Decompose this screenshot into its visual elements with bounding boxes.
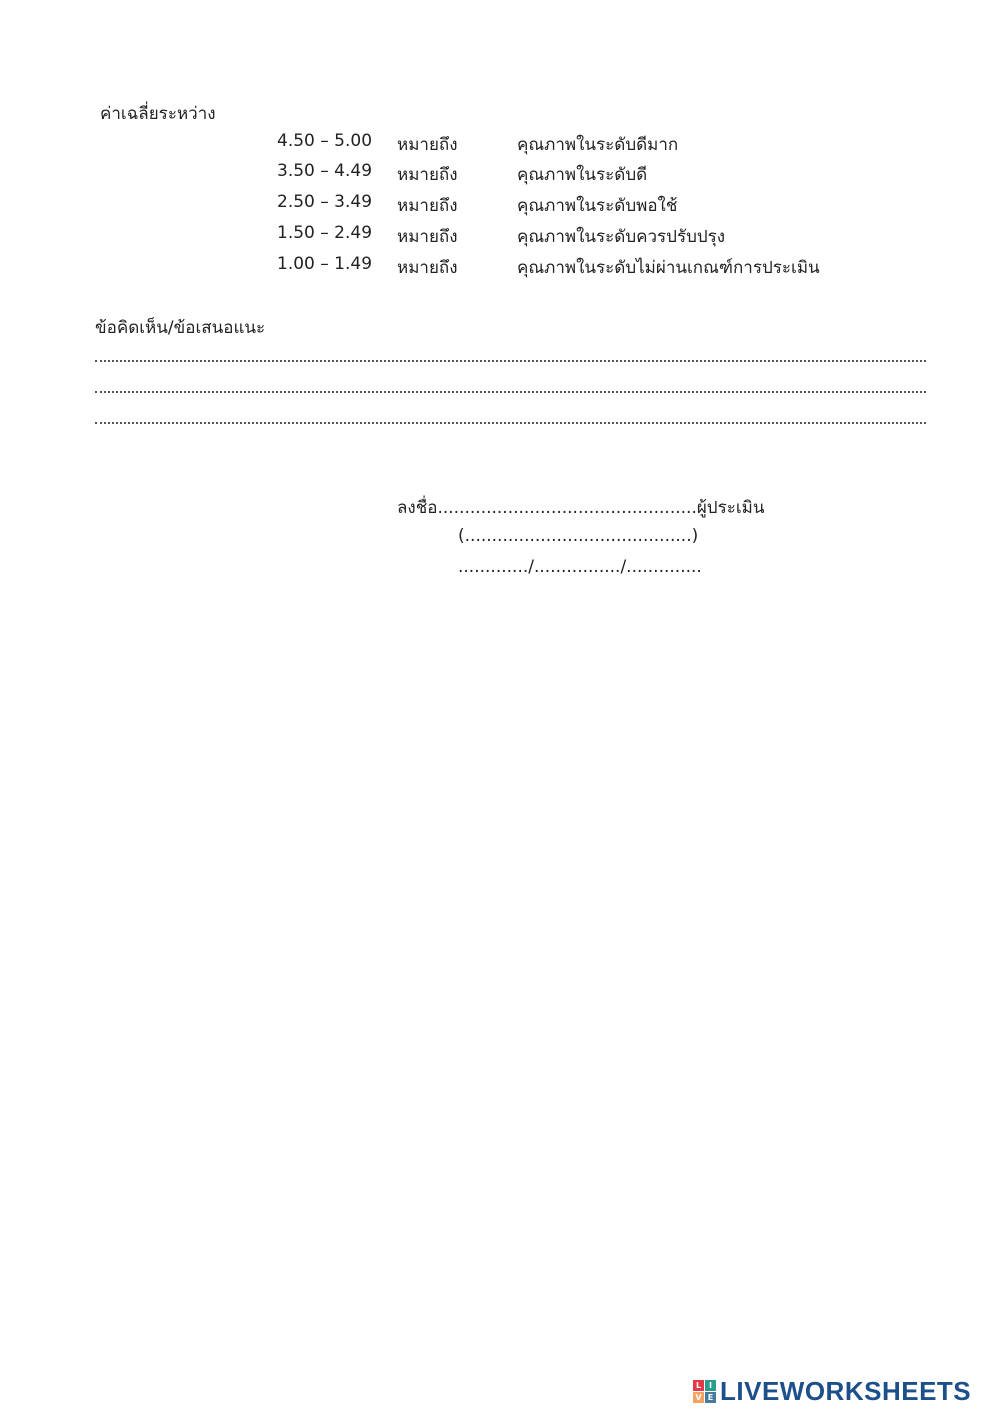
- comments-label: ข้อคิดเห็น/ข้อเสนอแนะ: [95, 318, 266, 338]
- means-label: หมายถึง: [397, 227, 458, 247]
- means-label: หมายถึง: [397, 135, 458, 155]
- logo-letter: L: [693, 1380, 704, 1391]
- score-range: 3.50 – 4.49: [277, 161, 373, 181]
- score-range: 1.50 – 2.49: [277, 223, 373, 243]
- logo-text: LIVEWORKSHEETS: [720, 1376, 972, 1406]
- logo-icon: [693, 1380, 716, 1403]
- date-line[interactable]: ............./................/..............: [458, 557, 702, 577]
- averages-row: [0, 192, 1000, 220]
- quality-level: คุณภาพในระดับพอใช้: [517, 196, 678, 216]
- logo-letter: E: [705, 1392, 716, 1403]
- quality-level: คุณภาพในระดับดี: [517, 165, 648, 185]
- comment-line[interactable]: [95, 360, 926, 362]
- quality-level: คุณภาพในระดับไม่ผ่านเกณฑ์การประเมิน: [517, 258, 820, 278]
- comment-line[interactable]: [95, 422, 926, 424]
- signature-line[interactable]: ลงชื่อ................................................ผู้ประเมิน: [397, 498, 765, 518]
- means-label: หมายถึง: [397, 258, 458, 278]
- score-range: 1.00 – 1.49: [277, 254, 373, 274]
- evaluator-name-line[interactable]: (..........................................): [458, 526, 699, 546]
- quality-level: คุณภาพในระดับควรปรับปรุง: [517, 227, 726, 247]
- score-range: 2.50 – 3.49: [277, 192, 373, 212]
- averages-heading: ค่าเฉลี่ยระหว่าง: [100, 104, 216, 124]
- means-label: หมายถึง: [397, 196, 458, 216]
- averages-row: [0, 223, 1000, 251]
- means-label: หมายถึง: [397, 165, 458, 185]
- logo-letter: V: [693, 1392, 704, 1403]
- averages-row: [0, 161, 1000, 189]
- comment-line[interactable]: [95, 391, 926, 393]
- quality-level: คุณภาพในระดับดีมาก: [517, 135, 679, 155]
- logo-letter: I: [705, 1380, 716, 1391]
- averages-row: [0, 131, 1000, 159]
- averages-row: [0, 254, 1000, 282]
- liveworksheets-logo: [693, 1376, 971, 1407]
- score-range: 4.50 – 5.00: [277, 131, 373, 151]
